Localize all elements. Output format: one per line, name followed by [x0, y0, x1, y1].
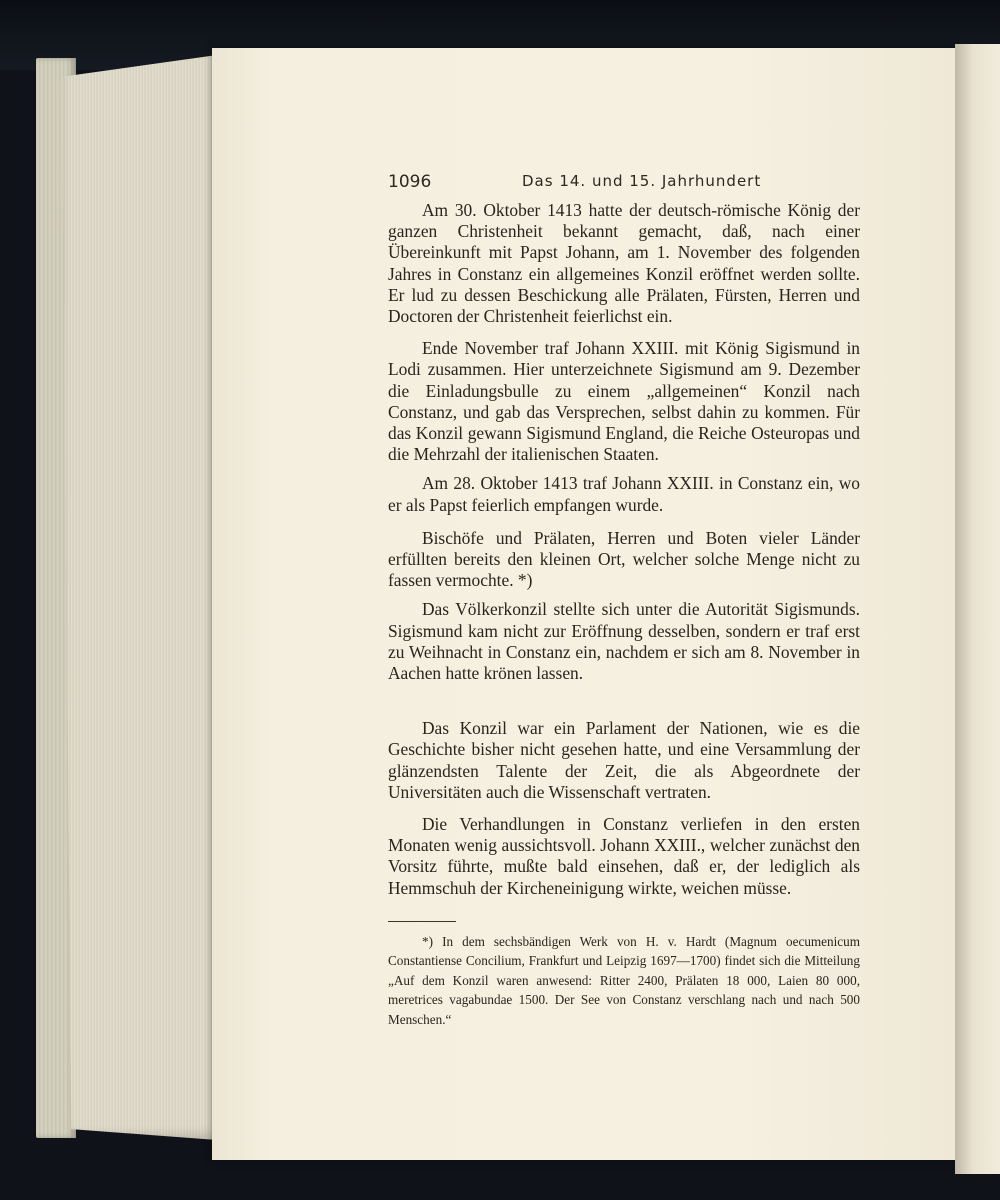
paragraph-6: Das Konzil war ein Parlament der Nationen, wie es die Geschichte bisher nicht gesehen hatte, und eine Versammlung der glänzendsten Talente der Zeit, die als Abgeordnete der Universitäten auch die Wissenschaft vertraten.: [388, 718, 860, 802]
paragraph-1: Am 30. Oktober 1413 hatte der deutsch-römische König der ganzen Christenheit bekannt gemacht, daß, nach einer Übereinkunft mit Papst Johann, am 1. November des folgenden Jahres in Constanz ein allgemeines Konzil eröffnet werden sollte. Er lud zu dessen Beschickung alle Prälaten, Fürsten, Herren und Doctoren der Christenheit feierlichst ein.: [388, 200, 860, 327]
text-block: [388, 170, 860, 1029]
page-number: 1096: [388, 172, 432, 192]
paragraph-4: Bischöfe und Prälaten, Herren und Boten vieler Länder erfüllten bereits den kleinen Ort, welcher solche Menge nicht zu fassen vermochte. *): [388, 527, 860, 591]
facing-page-edge: [955, 44, 1000, 1174]
paragraph-3: Am 28. Oktober 1413 traf Johann XXIII. in Constanz ein, wo er als Papst feierlich empfangen wurde.: [388, 473, 860, 515]
footnote-rule: [388, 921, 456, 922]
page-edges: [62, 55, 217, 1140]
paragraph-2: Ende November traf Johann XXIII. mit König Sigismund in Lodi zusammen. Hier unterzeichnete Sigismund am 9. Dezember die Einladungsbulle zu einem „allgemeinen“ Konzil nach Constanz, und gab das Versprechen, selbst dahin zu kommen. Für das Konzil gewann Sigismund England, die Reiche Osteuropas und die Mehrzahl der italienischen Staaten.: [388, 338, 860, 465]
footnote: *) In dem sechsbändigen Werk von H. v. Hardt (Magnum oecumenicum Constantiense Concilium, Frankfurt und Leipzig 1697—1700) findet sich die Mitteilung „Auf dem Konzil waren anwesend: Ritter 2400, Prälaten 18 000, Laien 80 000, meretrices vagabundae 1500. Der See von Constanz verschlang nach und nach 500 Menschen.“: [388, 933, 860, 1027]
running-head: [388, 170, 860, 200]
paragraph-5: Das Völkerkonzil stellte sich unter die Autorität Sigismunds. Sigismund kam nicht zur Eröffnung desselben, sondern er traf erst zu Weihnacht in Constanz ein, nachdem er sich am 8. November in Aachen hatte krönen lassen.: [388, 599, 860, 684]
paragraph-7: Die Verhandlungen in Constanz verliefen in den ersten Monaten wenig aussichtsvoll. Johann XXIII., welcher zunächst den Vorsitz führte, mußte bald einsehen, daß er, der lediglich als Hemmschuh der Kircheneinigung wirkte, weichen müsse.: [388, 814, 860, 898]
running-head-title: Das 14. und 15. Jahrhundert: [522, 172, 762, 190]
